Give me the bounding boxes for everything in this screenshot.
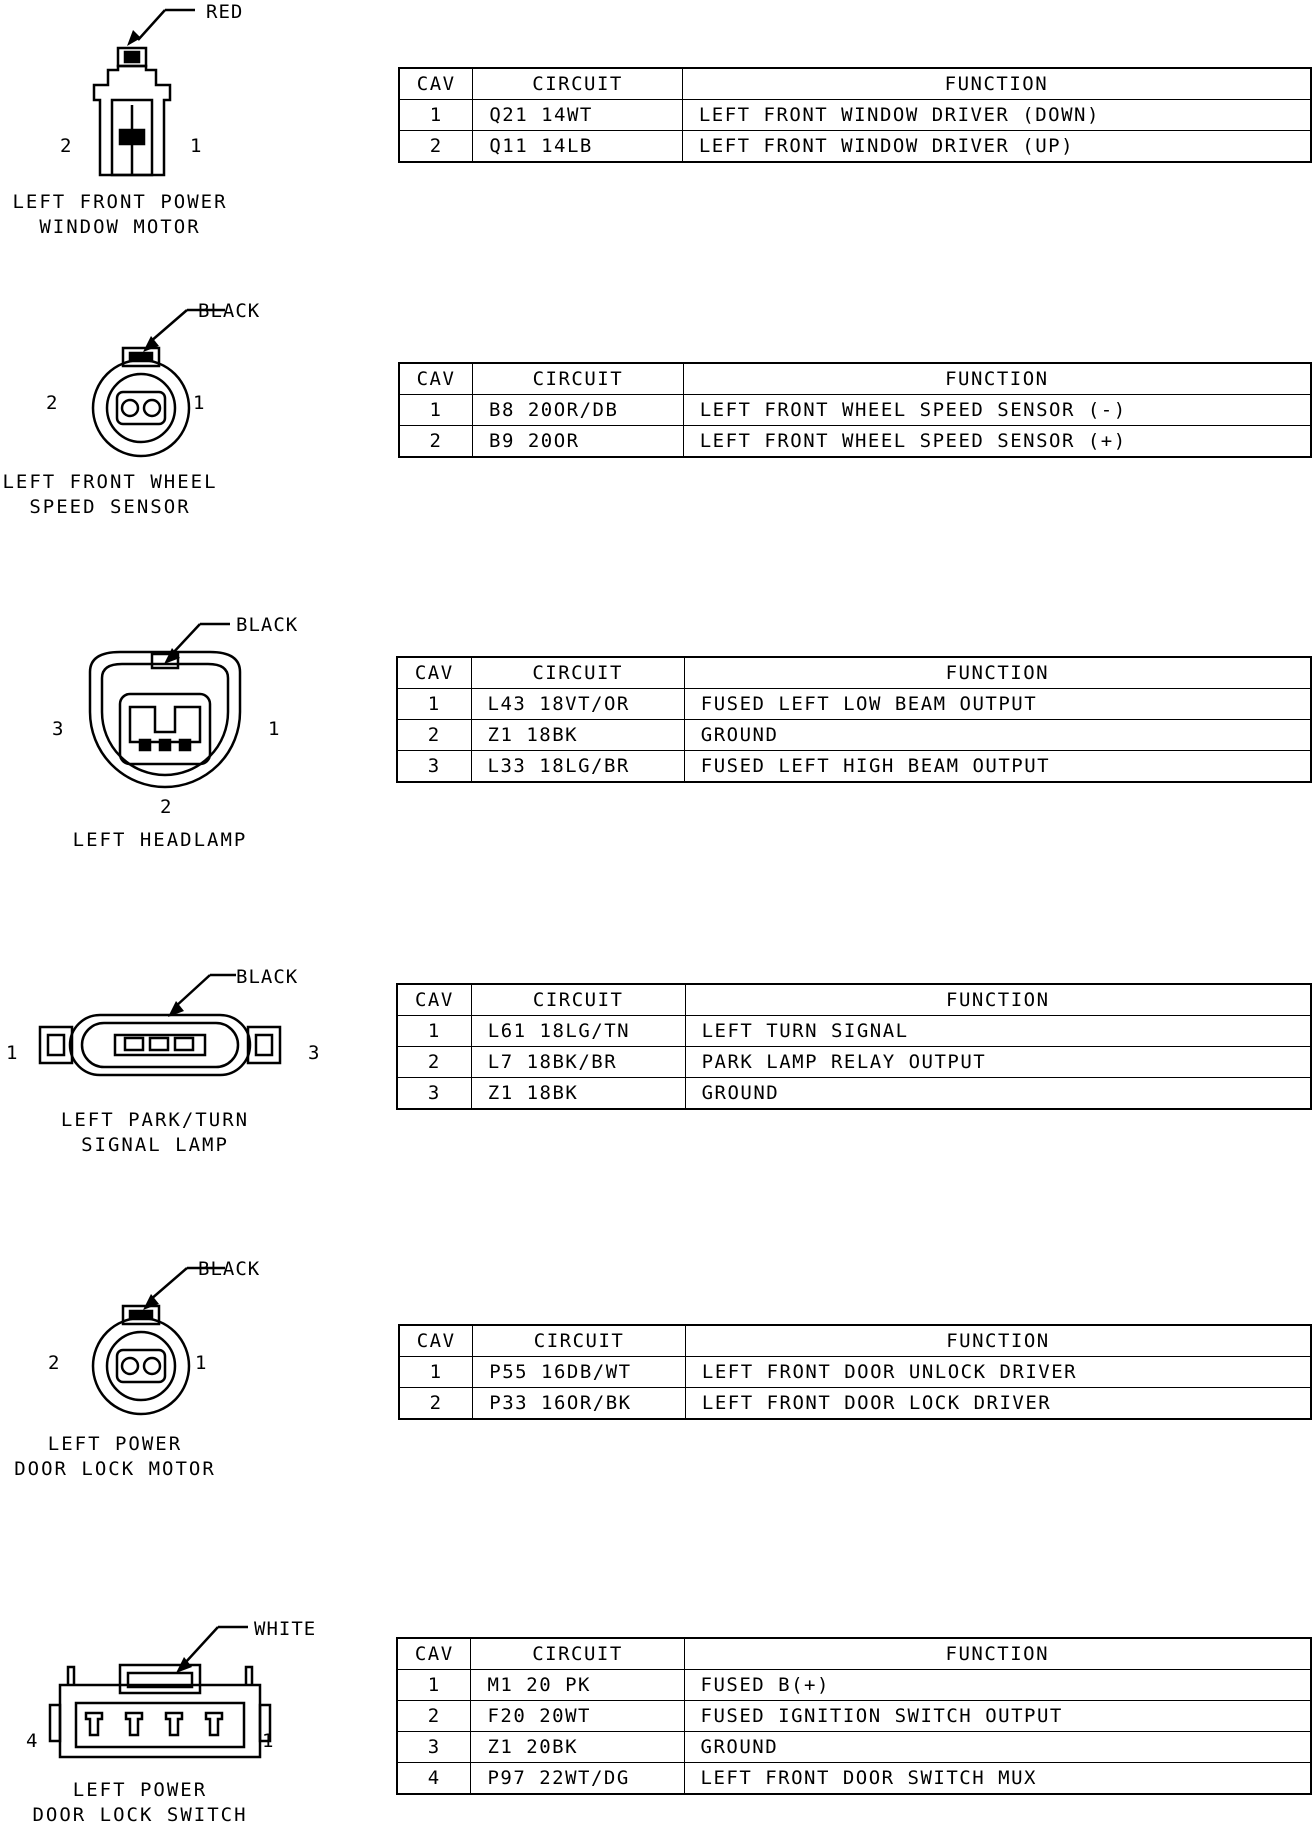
connector-name-line: DOOR LOCK SWITCH — [32, 1804, 248, 1826]
pinout-table — [396, 656, 1312, 783]
cell-cav: 4 — [397, 1763, 471, 1795]
cell-cav: 1 — [399, 395, 473, 426]
header-cav: CAV — [397, 984, 471, 1016]
pin-label: 4 — [26, 1730, 38, 1752]
connector-name-line: SIGNAL LAMP — [81, 1134, 229, 1156]
connector-name — [45, 1108, 265, 1158]
header-circuit: CIRCUIT — [471, 657, 684, 689]
connector-name-line: LEFT POWER — [72, 1779, 208, 1801]
connector-color-label: BLACK — [198, 1258, 261, 1280]
cell-function: GROUND — [684, 720, 1311, 751]
table-row — [397, 1763, 1311, 1795]
cell-cav: 2 — [397, 720, 471, 751]
table-header-row — [399, 1325, 1311, 1357]
cell-function: LEFT FRONT WINDOW DRIVER (UP) — [682, 131, 1311, 163]
headlamp-connector-icon — [80, 612, 260, 792]
header-function: FUNCTION — [684, 1638, 1311, 1670]
pin-label: 1 — [262, 1730, 274, 1752]
cell-cav: 1 — [397, 1670, 471, 1701]
pin-label: 2 — [46, 392, 58, 414]
header-cav: CAV — [397, 657, 471, 689]
cell-cav: 2 — [399, 426, 473, 458]
cell-function: FUSED IGNITION SWITCH OUTPUT — [684, 1701, 1311, 1732]
connector-color-label: WHITE — [254, 1618, 317, 1640]
table-header-row — [399, 363, 1311, 395]
connector-name — [0, 470, 220, 520]
table-row — [397, 1078, 1311, 1110]
connector-color-label: BLACK — [236, 966, 299, 988]
cell-cav: 2 — [397, 1047, 471, 1078]
connector-name-line: LEFT PARK/TURN — [60, 1109, 250, 1131]
cell-circuit: L61 18LG/TN — [471, 1016, 685, 1047]
table-row — [399, 426, 1311, 458]
connector-name — [50, 828, 270, 853]
cell-circuit: P97 22WT/DG — [471, 1763, 684, 1795]
header-function: FUNCTION — [683, 363, 1311, 395]
table-header-row — [397, 657, 1311, 689]
table-row — [399, 1357, 1311, 1388]
header-cav: CAV — [399, 1325, 473, 1357]
cell-function: GROUND — [685, 1078, 1311, 1110]
header-cav: CAV — [399, 68, 473, 100]
cell-circuit: L43 18VT/OR — [471, 689, 684, 720]
header-function: FUNCTION — [685, 984, 1311, 1016]
header-function: FUNCTION — [685, 1325, 1311, 1357]
cell-circuit: Q11 14LB — [473, 131, 682, 163]
pin-label: 1 — [268, 718, 280, 740]
connector-name — [5, 1432, 225, 1482]
cell-circuit: M1 20 PK — [471, 1670, 684, 1701]
connector-name-line: WINDOW MOTOR — [39, 216, 201, 238]
connector-name — [30, 1778, 250, 1828]
cell-cav: 1 — [397, 689, 471, 720]
connector-name-line: LEFT FRONT POWER — [12, 191, 228, 213]
table-row — [397, 751, 1311, 783]
cell-cav: 3 — [397, 1732, 471, 1763]
table-row — [397, 1670, 1311, 1701]
cell-circuit: P33 16OR/BK — [473, 1388, 686, 1420]
cell-function: LEFT FRONT WINDOW DRIVER (DOWN) — [682, 100, 1311, 131]
table-row — [399, 131, 1311, 163]
connector-name — [10, 190, 230, 240]
cell-cav: 2 — [399, 1388, 473, 1420]
cell-cav: 3 — [397, 1078, 471, 1110]
cell-circuit: B8 20OR/DB — [473, 395, 684, 426]
cell-cav: 2 — [399, 131, 473, 163]
cell-circuit: B9 20OR — [473, 426, 684, 458]
table-row — [399, 1388, 1311, 1420]
pin-label: 3 — [52, 718, 64, 740]
wheel-speed-sensor-connector-icon — [65, 300, 205, 465]
cell-function: FUSED B(+) — [684, 1670, 1311, 1701]
door-lock-switch-connector-icon — [40, 1615, 280, 1765]
header-circuit: CIRCUIT — [473, 68, 682, 100]
header-circuit: CIRCUIT — [473, 363, 684, 395]
pinout-table — [398, 1324, 1312, 1420]
cell-cav: 2 — [397, 1701, 471, 1732]
cell-function: LEFT FRONT WHEEL SPEED SENSOR (+) — [683, 426, 1311, 458]
pin-label: 1 — [195, 1352, 207, 1374]
cell-circuit: Z1 20BK — [471, 1732, 684, 1763]
table-row — [397, 720, 1311, 751]
window-motor-arrowhead-icon — [125, 28, 145, 48]
cell-cav: 1 — [399, 1357, 473, 1388]
table-header-row — [397, 1638, 1311, 1670]
connector-name-line: LEFT FRONT WHEEL — [2, 471, 218, 493]
header-cav: CAV — [397, 1638, 471, 1670]
cell-cav: 1 — [399, 100, 473, 131]
pinout-table — [398, 362, 1312, 458]
connector-color-label: RED — [206, 1, 244, 23]
pin-label: 2 — [48, 1352, 60, 1374]
cell-function: LEFT TURN SIGNAL — [685, 1016, 1311, 1047]
header-function: FUNCTION — [682, 68, 1311, 100]
cell-cav: 3 — [397, 751, 471, 783]
table-row — [399, 100, 1311, 131]
pin-label: 3 — [308, 1042, 320, 1064]
cell-function: LEFT FRONT DOOR UNLOCK DRIVER — [685, 1357, 1311, 1388]
pin-label: 1 — [6, 1042, 18, 1064]
cell-function: LEFT FRONT WHEEL SPEED SENSOR (-) — [683, 395, 1311, 426]
table-row — [399, 395, 1311, 426]
door-lock-motor-connector-icon — [65, 1258, 205, 1423]
table-header-row — [397, 984, 1311, 1016]
connector-name-line: LEFT HEADLAMP — [72, 829, 248, 851]
pinout-table — [396, 983, 1312, 1110]
header-circuit: CIRCUIT — [471, 984, 685, 1016]
table-row — [397, 1732, 1311, 1763]
cell-function: GROUND — [684, 1732, 1311, 1763]
pin-label: 1 — [193, 392, 205, 414]
header-circuit: CIRCUIT — [471, 1638, 684, 1670]
cell-function: PARK LAMP RELAY OUTPUT — [685, 1047, 1311, 1078]
cell-circuit: Z1 18BK — [471, 1078, 685, 1110]
table-header-row — [399, 68, 1311, 100]
table-row — [397, 689, 1311, 720]
pinout-table — [398, 67, 1312, 163]
pin-label: 2 — [60, 135, 72, 157]
cell-circuit: Z1 18BK — [471, 720, 684, 751]
connector-name-line: SPEED SENSOR — [29, 496, 191, 518]
cell-function: FUSED LEFT HIGH BEAM OUTPUT — [684, 751, 1311, 783]
table-row — [397, 1047, 1311, 1078]
pinout-table — [396, 1637, 1312, 1795]
cell-cav: 1 — [397, 1016, 471, 1047]
cell-circuit: Q21 14WT — [473, 100, 682, 131]
connector-color-label: BLACK — [198, 300, 261, 322]
connector-name-line: DOOR LOCK MOTOR — [14, 1458, 216, 1480]
connector-name-line: LEFT POWER — [47, 1433, 183, 1455]
cell-circuit: P55 16DB/WT — [473, 1357, 686, 1388]
table-row — [397, 1016, 1311, 1047]
cell-function: FUSED LEFT LOW BEAM OUTPUT — [684, 689, 1311, 720]
header-function: FUNCTION — [684, 657, 1311, 689]
header-circuit: CIRCUIT — [473, 1325, 686, 1357]
cell-circuit: F20 20WT — [471, 1701, 684, 1732]
cell-circuit: L7 18BK/BR — [471, 1047, 685, 1078]
table-row — [397, 1701, 1311, 1732]
pin-label: 2 — [160, 796, 172, 818]
cell-circuit: L33 18LG/BR — [471, 751, 684, 783]
cell-function: LEFT FRONT DOOR LOCK DRIVER — [685, 1388, 1311, 1420]
cell-function: LEFT FRONT DOOR SWITCH MUX — [684, 1763, 1311, 1795]
header-cav: CAV — [399, 363, 473, 395]
connector-color-label: BLACK — [236, 614, 299, 636]
pin-label: 1 — [190, 135, 202, 157]
